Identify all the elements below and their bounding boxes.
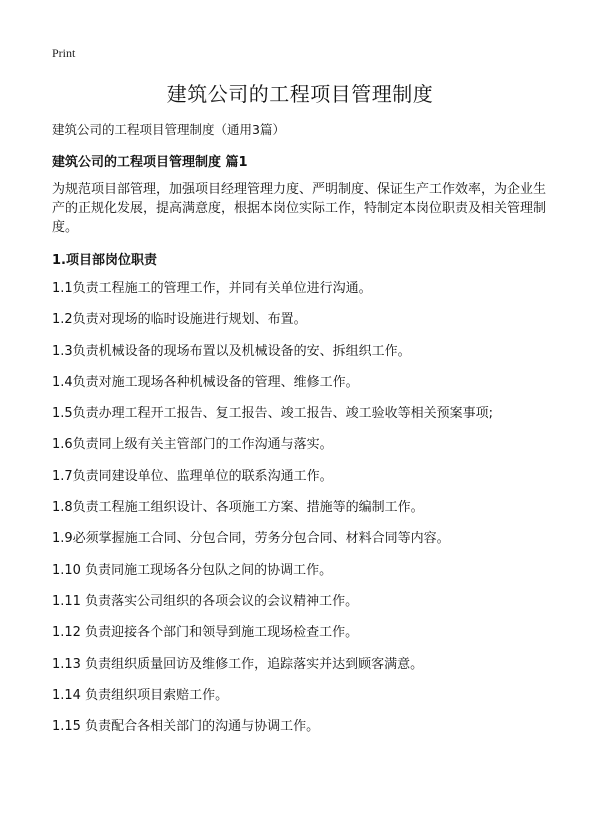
duty-list: [52, 281, 493, 750]
duty-item: 1.7负责同建设单位、监理单位的联系沟通工作。: [52, 468, 333, 484]
duty-item: 1.10 负责同施工现场各分包队之间的协调工作。: [52, 562, 333, 578]
duty-item: 1.2负责对现场的临时设施进行规划、布置。: [52, 312, 307, 328]
duty-item: 1.8负责工程施工组织设计、各项施工方案、措施等的编制工作。: [52, 500, 424, 516]
duty-item: 1.15 负责配合各相关部门的沟通与协调工作。: [52, 719, 320, 735]
duty-item: 1.6负责同上级有关主管部门的工作沟通与落实。: [52, 437, 333, 453]
duty-item: 1.14 负责组织项目索赔工作。: [52, 687, 229, 703]
sub-heading-duties: 1.项目部岗位职责: [52, 253, 157, 268]
print-label: Print: [52, 46, 76, 60]
duty-item: 1.1负责工程施工的管理工作，并同有关单位进行沟通。: [52, 281, 372, 296]
duty-item: 1.4负责对施工现场各种机械设备的管理、维修工作。: [52, 374, 359, 390]
section-heading: 建筑公司的工程项目管理制度 篇1: [52, 155, 248, 170]
intro-paragraph: 为规范项目部管理，加强项目经理管理力度、严明制度、保证生产工作效率，为企业生产的正规化发展，提高满意度，根据本岗位实际工作，特制定本岗位职责及相关管理制度。: [52, 182, 547, 235]
duty-item: 1.9必须掌握施工合同、分包合同，劳务分包合同、材料合同等内容。: [52, 531, 450, 547]
duty-item: 1.12 负责迎接各个部门和领导到施工现场检查工作。: [52, 625, 359, 641]
document-subtitle: 建筑公司的工程项目管理制度（通用3篇）: [52, 122, 285, 137]
document-title: 建筑公司的工程项目管理制度: [166, 82, 434, 106]
duty-item: 1.11 负责落实公司组织的各项会议的会议精神工作。: [52, 593, 359, 609]
duty-item: 1.5负责办理工程开工报告、复工报告、竣工报告、竣工验收等相关预案事项;: [52, 406, 494, 422]
duty-item: 1.3负责机械设备的现场布置以及机械设备的安、拆组织工作。: [52, 343, 411, 359]
duty-item: 1.13 负责组织质量回访及维修工作，追踪落实并达到顾客满意。: [52, 656, 424, 672]
